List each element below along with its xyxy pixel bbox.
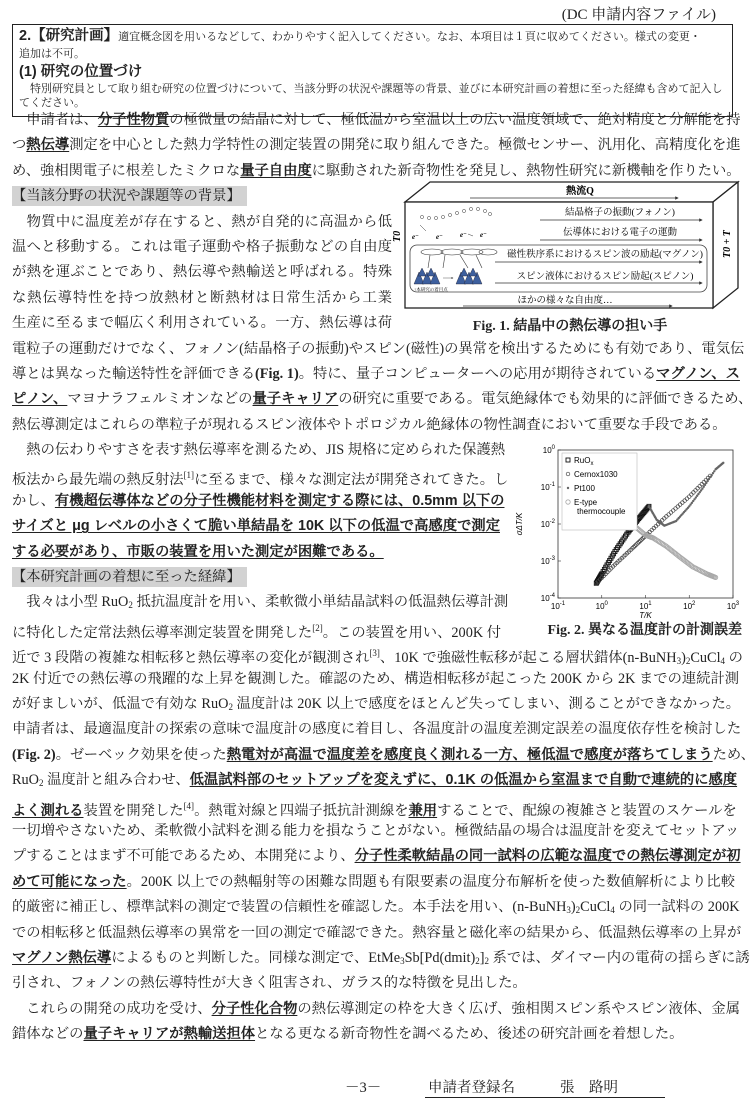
text-segment: 系では、ダイマー内の電荷の揺らぎに誘	[489, 949, 750, 966]
text-line	[12, 692, 741, 717]
x-axis-label: T/K	[639, 611, 652, 620]
text-segment: 。特に、量子コンピューターへの応用が期待されている	[298, 365, 657, 382]
emphasis-text: 量子キャリアが熱輸送担体	[83, 1026, 256, 1043]
text-segment: 電粒子の運動だけでなく、フォノン(結晶格子の振動)やスピン(磁性)の異常を検出するためにも有効であり、電気伝	[12, 340, 745, 357]
emphasis-text: 分子性柔軟結晶の同一試料の広範な温度での熱伝導測定が初	[354, 848, 741, 865]
text-line	[12, 489, 505, 514]
text-segment: 2K 付近での熱伝導の飛躍的な上昇を観測した。確認のため、構造相転移が起こった 200K から 2K までの連続計測	[12, 670, 740, 687]
y-tick-label: $10^{-4}$	[540, 593, 555, 603]
text-segment: プすることはまず不可能であるため、本開発により、	[12, 848, 355, 865]
text-line	[12, 540, 500, 565]
emphasis-text: 有機超伝導体などの分子性機能材料を測定する際には、0.5mm 以下の	[54, 492, 505, 509]
text-segment: つ	[12, 137, 27, 154]
instruction-box	[12, 24, 733, 117]
emphasis-text: 低温試料部のセットアップを変えずに、0.1K の低温から室温まで自動で連続的に感度	[189, 772, 738, 789]
figure-1-diagram	[392, 180, 740, 315]
y-tick-label: $10^{-3}$	[540, 556, 555, 566]
page-number: －3－	[345, 1080, 382, 1096]
emphasis-text: マグノン熱伝導	[12, 949, 112, 966]
legend-label: thermocouple	[577, 507, 626, 516]
citation-ref: [1]	[183, 470, 195, 481]
emphasis-text: する必要があり、市販の装置を用いた測定が困難である。	[12, 543, 384, 560]
text-segment: が熱を運ぶことであり、熱伝導や熱輸送と呼ばれる。特殊	[12, 264, 392, 281]
text-segment: 装置を開発した	[83, 802, 184, 819]
t0-plus-t-label: T0 + T	[722, 230, 733, 258]
text-line	[12, 260, 392, 285]
text-segment: 。この装置を用い、200K 付	[322, 624, 502, 641]
row-label-electron: 伝導体における電子の運動	[562, 228, 678, 238]
text-segment: 引され、フォノンの熱伝導特性が大きく阻害され、ガラス的な特徴を見出した。	[12, 975, 527, 992]
text-line	[12, 921, 742, 946]
text-segment: の	[725, 650, 743, 667]
figure-2-caption: Fig. 2. 異なる温度計の計測誤差	[547, 623, 742, 638]
x-tick-label: $10^1$	[639, 601, 652, 611]
text-segment: 物質中に温度差が存在すると、熱が自発的に高温から低	[12, 213, 392, 230]
text-segment: 申請者は、	[12, 112, 98, 128]
svg-text:e⁻: e⁻	[460, 231, 467, 239]
data-point	[722, 462, 724, 464]
text-segment: ため、	[712, 746, 755, 763]
text-line	[12, 514, 500, 539]
text-segment: 板法から最先端の熱反射法	[12, 472, 184, 489]
text-segment: に駆動された新奇物性を発見し、熱物性研究に新機軸を作りたい。	[311, 162, 741, 179]
text-segment: が好ましいが、低温で有効な RuO	[12, 695, 229, 712]
text-segment: に特化した定常法熱伝導率測定装置を開発した	[12, 624, 313, 641]
text-segment: 。熱電対線と四端子抵抗計測線を	[194, 802, 409, 819]
legend-label: Cernox1030	[574, 470, 618, 479]
text-segment: 熱の伝わりやすさを表す熱伝導率を測るため、JIS 規格に定められた保護熱	[12, 442, 506, 459]
text-segment: )	[681, 650, 686, 667]
text-line	[12, 337, 745, 362]
emphasis-text: めて可能になった	[12, 873, 127, 890]
text-segment: 。ゼーベック効果を使った	[55, 746, 227, 763]
emphasis-text: ピノン、	[12, 391, 68, 408]
emphasis-text: 分子性化合物	[211, 1000, 298, 1017]
text-segment: CuCl	[580, 899, 611, 916]
text-line	[12, 895, 740, 920]
text-line	[12, 997, 741, 1022]
text-segment: 2	[39, 778, 44, 789]
x-tick-label: $10^0$	[595, 601, 608, 611]
text-line	[12, 641, 743, 667]
text-line	[12, 590, 509, 615]
row-label-spinon: スピン液体におけるスピン励起(スピノン)	[516, 272, 694, 282]
text-segment: 2	[128, 600, 133, 611]
text-segment: かし、	[12, 492, 55, 509]
heat-flow-label: 熱流Q	[566, 186, 594, 197]
x-tick-label: $10^2$	[683, 601, 696, 611]
y-tick-label: $10^0$	[542, 445, 555, 455]
text-segment: 近で 3 段階の複雑な相転移と熱伝導率の変化が観測され	[12, 650, 370, 667]
figure-1-caption: Fig. 1. 結晶中の熱伝導の担い手	[472, 319, 668, 334]
emphasis-text: 熱伝導	[26, 137, 70, 154]
text-segment: 2	[685, 656, 691, 667]
section-heading: 【本研究計画の着想に至った経緯】	[12, 567, 247, 587]
text-segment: 、10K で強磁性転移が起こる層状錯体(n-BuNH	[379, 650, 677, 667]
text-segment: 2	[484, 955, 490, 966]
text-segment: マヨナラフェルミオンなどの	[67, 391, 253, 408]
text-segment: (Fig. 1)	[255, 365, 299, 382]
x-tick-label: $10^{-1}$	[550, 601, 566, 611]
text-line	[12, 870, 735, 895]
subsection-title: (1) 研究の位置づけ	[19, 64, 143, 80]
row-label-phonon: 結晶格子の振動(フォノン)	[565, 208, 675, 218]
citation-ref: [2]	[312, 622, 323, 633]
text-line	[12, 768, 738, 793]
emphasis-text: サイズと μg レベルの小さくて脆い単結晶を 10K 以下の低温で高感度で測定	[12, 518, 500, 535]
text-line	[12, 717, 742, 742]
text-segment: となる更なる新奇物性を調べるため、後述の研究計画を着想した。	[255, 1026, 684, 1043]
text-line	[12, 438, 506, 463]
text-line	[12, 133, 741, 158]
citation-ref: [4]	[183, 800, 195, 811]
text-segment: Sb[Pd(dmit)	[404, 949, 476, 966]
text-segment: 錯体などの	[12, 1026, 84, 1043]
text-line	[12, 743, 755, 768]
section-heading: 【当該分野の状況や課題等の背景】	[12, 186, 247, 206]
text-segment: 温度計と組み合わせ、	[43, 772, 190, 789]
row-label-other: ほかの様々な自由度…	[517, 296, 613, 306]
legend-label: E-type	[574, 498, 598, 507]
text-line	[12, 286, 392, 311]
page-footer	[0, 1076, 746, 1098]
text-segment: 温へと移動する。これは電子運動や格子振動などの自由度	[12, 238, 392, 255]
citation-ref: [3]	[369, 648, 380, 659]
text-segment: RuO	[12, 772, 40, 789]
text-line	[12, 108, 741, 133]
y-tick-label: $10^{-1}$	[540, 482, 555, 492]
text-segment: 2	[475, 955, 480, 966]
text-segment: な熱伝導特性を持つ放熱材と断熱材は日常生活から工業	[12, 289, 392, 306]
text-segment: 3	[676, 656, 682, 667]
x-tick-label: $10^3$	[726, 601, 740, 611]
emphasis-text: 熱電対が高温で温度差を感度良く測れる一方、極低温で感度が落ちてしまう	[226, 746, 713, 763]
signature-line	[425, 1097, 665, 1098]
text-line	[12, 616, 500, 641]
emphasis-text: よく測れる	[12, 802, 84, 819]
text-line	[12, 235, 392, 260]
text-segment: ]	[479, 949, 485, 966]
section-note: 適宜概念図を用いるなどして、わかりやすく記入してください。なお、本項目は１頁に収めてください。様式の変更・	[118, 31, 701, 43]
text-segment: 2	[575, 905, 581, 916]
text-line	[12, 946, 750, 971]
legend-marker	[567, 487, 569, 489]
text-segment: によるものと判断した。同様な測定で、EtMe	[111, 949, 401, 966]
text-segment: での相転移と低温熱伝導率の異常を一回の測定で確認できた。熱容量と磁化率の結果から、低温熱伝導率の上昇が	[12, 924, 742, 941]
text-line	[12, 794, 735, 819]
text-segment: の熱伝導測定の枠を大きく広げ、強相関スピン系やスピン液体、金属	[297, 1000, 741, 1017]
text-line	[12, 667, 740, 692]
text-line	[12, 311, 392, 336]
text-segment: に至るまで、様々な測定法が開発されてきた。し	[194, 472, 509, 489]
text-line	[12, 819, 740, 844]
text-segment: 温度計は 20K 以上で感度をほとんど失ってしまい、測ることができなかった。	[232, 695, 741, 712]
text-segment: の同一試料の 200K	[614, 899, 740, 916]
text-segment: 抵抗温度計を用い、柔軟微小単結晶試料の低温熱伝導計測	[132, 594, 509, 611]
text-segment: (Fig. 2)	[12, 746, 56, 763]
text-line	[12, 362, 740, 387]
y-axis-label: σΔT/K	[515, 512, 524, 536]
figure-2-chart	[500, 435, 746, 620]
text-segment: )	[570, 899, 576, 916]
emphasis-text: 分子性物質	[97, 112, 170, 128]
svg-text:e⁻: e⁻	[480, 231, 487, 239]
t0-label: T0	[392, 230, 403, 242]
legend-label: Pt100	[574, 484, 595, 493]
text-segment: め、強相関電子に根差したミクロな	[12, 162, 241, 179]
text-segment: 2	[228, 701, 233, 712]
text-line	[12, 1022, 735, 1047]
text-line	[12, 387, 753, 412]
text-segment: 生産に至るまで幅広く利用されている。一方、熱伝導は荷	[12, 315, 392, 332]
text-segment: 導とは異なった輸送特性を評価できる	[12, 365, 256, 382]
legend-label: RuO$_x$	[574, 456, 594, 467]
text-segment: することで、配線の複雑さと装置のスケールを	[437, 802, 737, 819]
text-line	[12, 844, 741, 869]
subsection-note: 特別研究員として取り組む研究の位置づけについて、当該分野の状況や課題等の背景、並びに本研究計画の着想に至った経緯も含めて記入してください。	[19, 83, 723, 109]
text-segment: 3	[400, 955, 405, 966]
text-segment: 我々は小型 RuO	[12, 594, 129, 611]
text-segment: 一切増やさないため、柔軟微小試料を測る能力を損なうことがない。極微結晶の場合は温度計を変えてセットアッ	[12, 822, 740, 839]
text-segment: 4	[610, 905, 615, 916]
focus-note: ↑本研究の着目点	[414, 287, 448, 292]
file-label: (DC 申請内容ファイル)	[561, 7, 716, 23]
applicant-name: 張 路明	[560, 1080, 618, 1096]
text-segment: 熱伝導測定はこれらの準粒子が現れるスピン液体やトポロジカル絶縁体の物性調査において重要な手段である。	[12, 416, 727, 433]
text-segment: の極微量の結晶に対して、極低温から室温以上の広い温度領域で、絶対精度と分解能を持	[169, 112, 741, 128]
emphasis-text: 量子自由度	[240, 162, 312, 179]
svg-text:e⁻: e⁻	[436, 233, 443, 241]
text-segment: 3	[566, 905, 571, 916]
emphasis-text: 量子キャリア	[252, 391, 339, 408]
emphasis-text: マグノン、ス	[656, 365, 740, 382]
applicant-label: 申請者登録名	[428, 1080, 515, 1096]
y-tick-label: $10^{-2}$	[540, 519, 555, 529]
text-line	[12, 971, 735, 996]
section-title: 2.【研究計画】	[19, 28, 119, 44]
svg-text:e⁻: e⁻	[412, 233, 419, 241]
text-segment: これらの開発の成功を受け、	[12, 1000, 212, 1017]
row-label-magnon: 磁性秩序系におけるスピン波の励起(マグノン)	[507, 250, 703, 260]
text-segment: 。200K 以上での熱輻射等の困難な問題も有限要素の温度分布解析を使った数値解析により比較	[126, 873, 735, 890]
text-segment: 的厳密に補正し、標準試料の測定で装置の信頼性を確認した。本手法を用い、(n-BuNH	[12, 899, 567, 916]
text-segment: CuCl	[690, 650, 721, 667]
text-line	[12, 463, 509, 489]
text-line	[12, 210, 392, 235]
text-segment: の研究に重要である。電気絶縁体でも効果的に評価できるため、	[338, 391, 753, 408]
text-segment: 申請者は、最適温度計の探索の意味で温度計の感度に着目し、各温度計の温度差測定誤差の温度依存性を検討した	[12, 721, 742, 738]
section-note-2: 追加は不可。	[19, 48, 85, 60]
text-segment: 測定を中心とした熱力学特性の測定装置の開発に取り組んできた。極微センサー、汎用化、高精度化を進	[69, 137, 741, 154]
text-segment: 4	[720, 656, 726, 667]
emphasis-text: 兼用	[408, 802, 438, 819]
